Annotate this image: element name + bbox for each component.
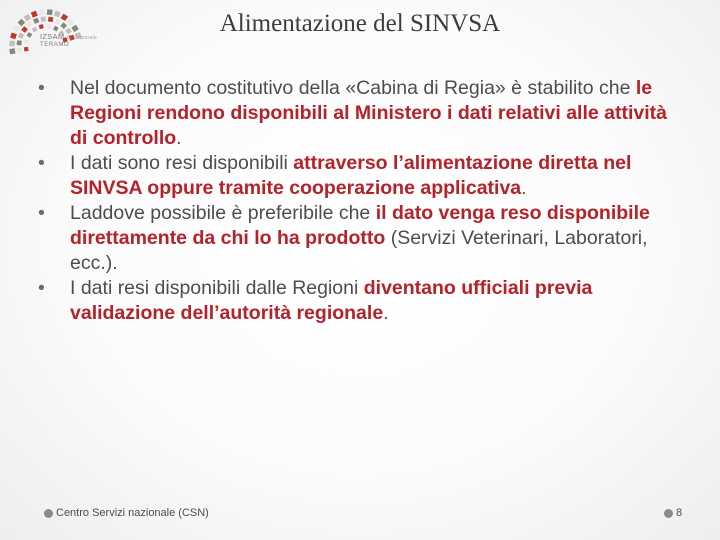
logo-city: TERAMO bbox=[40, 42, 70, 48]
logo-tile bbox=[13, 25, 20, 32]
bullet-item bbox=[38, 201, 678, 276]
logo-tile bbox=[24, 39, 29, 44]
logo-tile bbox=[9, 41, 15, 47]
logo-tile bbox=[39, 9, 45, 15]
logo-tile bbox=[24, 14, 31, 21]
logo-tile bbox=[9, 48, 15, 54]
bullet-icon: • bbox=[38, 277, 45, 299]
logo-tile bbox=[24, 47, 29, 52]
izsam-logo bbox=[4, 6, 114, 72]
bullet-item bbox=[38, 276, 678, 326]
highlighted-text: le Regioni rendono disponibili al Ministero i dati relativi alle attività di controllo bbox=[70, 77, 668, 149]
bullet-list bbox=[38, 76, 678, 326]
logo-tile bbox=[17, 47, 22, 52]
logo-tile bbox=[46, 24, 51, 29]
logo-tile bbox=[17, 40, 22, 45]
logo-tile bbox=[21, 26, 28, 33]
footer-text: Centro Servizi nazionale (CSN) bbox=[56, 507, 209, 519]
bullet-text: I dati resi disponibili dalle Regioni bbox=[70, 277, 364, 299]
logo-tile bbox=[61, 14, 68, 21]
highlighted-text: il dato venga reso disponibile direttamente da chi lo ha prodotto bbox=[70, 202, 650, 249]
logo-tile bbox=[26, 21, 33, 28]
logo-tile bbox=[10, 33, 17, 40]
logo-name-small: G. Caporale bbox=[66, 35, 98, 41]
bullet-text: . bbox=[383, 302, 389, 324]
logo-name: IZSAM bbox=[40, 32, 65, 41]
logo-tile bbox=[39, 24, 44, 29]
logo-text bbox=[40, 32, 97, 48]
logo-tile bbox=[48, 17, 54, 23]
logo-tile bbox=[31, 11, 38, 18]
footer-dot-icon bbox=[44, 509, 53, 518]
logo-tile bbox=[71, 25, 78, 32]
bullet-text: . bbox=[176, 127, 182, 149]
logo-tile bbox=[26, 32, 32, 38]
logo-tile bbox=[53, 26, 59, 32]
logo-tile bbox=[66, 18, 74, 26]
bullet-item bbox=[38, 151, 678, 201]
bullet-text: . bbox=[521, 177, 527, 199]
footer-left bbox=[44, 507, 209, 519]
page-dot-icon bbox=[664, 509, 673, 518]
highlighted-text: attraverso l’alimentazione diretta nel SINVSA oppure tramite cooperazione applicativa bbox=[70, 152, 632, 199]
bullet-item bbox=[38, 76, 678, 151]
bullet-icon: • bbox=[38, 202, 45, 224]
highlighted-text: diventano ufficiali previa validazione dell’autorità regionale bbox=[70, 277, 593, 324]
bullet-text: I dati sono resi disponibili bbox=[70, 152, 294, 174]
logo-tile bbox=[54, 10, 61, 17]
logo-tile bbox=[60, 22, 67, 29]
logo-tile bbox=[33, 18, 39, 24]
slide-title: Alimentazione del SINVSA bbox=[219, 10, 501, 37]
logo-tile bbox=[18, 33, 24, 39]
page-number: 8 bbox=[676, 507, 683, 519]
logo-tile bbox=[18, 19, 26, 27]
bullet-text: Laddove possibile è preferibile che bbox=[70, 202, 376, 224]
logo-tile bbox=[41, 16, 46, 21]
bullet-icon: • bbox=[38, 77, 45, 99]
logo-tile bbox=[47, 9, 53, 15]
bullet-icon: • bbox=[38, 152, 45, 174]
logo-tile bbox=[54, 18, 60, 24]
bullet-text: (Servizi Veterinari, Laboratori, ecc.). bbox=[70, 227, 648, 274]
footer-right bbox=[664, 507, 682, 519]
bullet-text: Nel documento costitutivo della «Cabina di Regia» è stabilito che bbox=[70, 77, 636, 99]
logo-tile bbox=[32, 27, 38, 33]
